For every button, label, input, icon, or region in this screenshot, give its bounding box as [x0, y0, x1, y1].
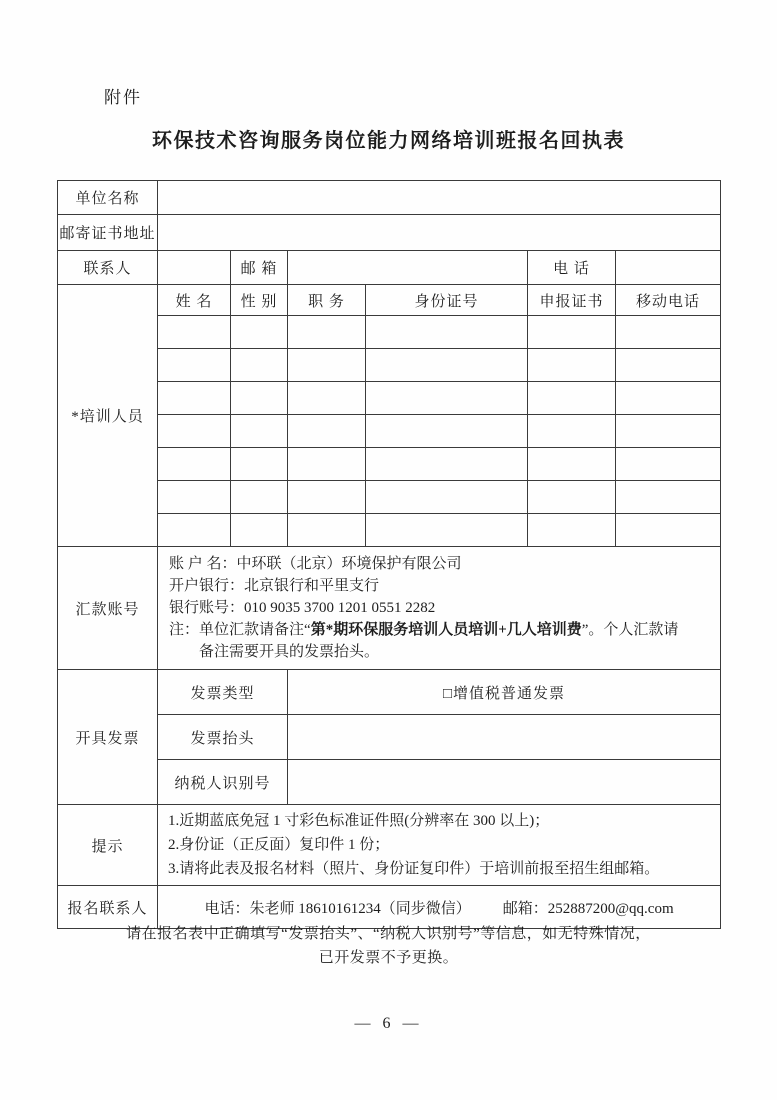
remittance-details-cell — [158, 547, 721, 670]
trainee-cell — [288, 514, 366, 547]
trainee-row-6 — [58, 481, 721, 514]
contact-person-value-cell — [158, 251, 231, 285]
trainee-row-3 — [58, 382, 721, 415]
tips-line-3: 3.请将此表及报名材料（照片、身份证复印件）于培训前报至招生组邮箱。 — [168, 861, 660, 877]
remittance-note-label: 注： — [169, 622, 200, 638]
trainee-cell — [366, 481, 528, 514]
unit-name-label: 单位名称 — [58, 181, 158, 215]
contact-person-label: 联系人 — [58, 251, 158, 285]
registration-contact-phone: 电话：朱老师 18610161234（同步微信） — [204, 900, 471, 917]
mailing-address-label: 邮寄证书地址 — [58, 215, 158, 251]
remittance-account-name: 账 户 名：中环联（北京）环境保护有限公司 — [169, 556, 462, 572]
invoice-section-label: 开具发票 — [58, 670, 158, 805]
registration-form-table — [57, 180, 721, 929]
mailing-address-value-cell — [158, 215, 721, 251]
unit-name-row — [58, 181, 721, 215]
remittance-note-line2: 备注需要开具的发票抬头。 — [199, 644, 380, 660]
trainee-cell — [288, 316, 366, 349]
trainee-cell — [288, 448, 366, 481]
trainee-cell — [366, 415, 528, 448]
trainee-col-certificate: 申报证书 — [528, 285, 616, 316]
trainee-cell — [528, 349, 616, 382]
attachment-label: 附件 — [104, 88, 142, 107]
trainee-cell — [158, 382, 231, 415]
invoice-type-row — [58, 670, 721, 715]
trainee-cell — [158, 415, 231, 448]
mailing-address-row — [58, 215, 721, 251]
trainee-cell — [231, 481, 288, 514]
tips-line-2: 2.身份证（正反面）复印件 1 份； — [168, 837, 390, 853]
trainee-cell — [616, 415, 721, 448]
trainee-cell — [231, 316, 288, 349]
trainee-row-2 — [58, 349, 721, 382]
trainees-label: *培训人员 — [58, 285, 158, 547]
trainee-cell — [231, 448, 288, 481]
invoice-type-label: 发票类型 — [158, 670, 288, 715]
tips-line-1: 1.近期蓝底免冠 1 寸彩色标准证件照(分辨率在 300 以上)； — [168, 813, 550, 829]
trainee-cell — [288, 349, 366, 382]
invoice-header-label: 发票抬头 — [158, 715, 288, 760]
phone-value-cell — [616, 251, 721, 285]
trainee-cell — [366, 448, 528, 481]
remittance-label: 汇款账号 — [58, 547, 158, 670]
trainee-cell — [616, 382, 721, 415]
registration-contact-email: 邮箱：252887200@qq.com — [502, 900, 674, 917]
trainee-header-row — [58, 285, 721, 316]
remittance-note-text: 单位汇款请备注“ — [199, 622, 311, 638]
trainee-cell — [616, 514, 721, 547]
invoice-type-value: □增值税普通发票 — [288, 670, 721, 715]
trainee-row-1 — [58, 316, 721, 349]
remittance-note — [169, 619, 712, 663]
trainee-row-4 — [58, 415, 721, 448]
remittance-bank: 开户银行：北京银行和平里支行 — [169, 578, 380, 594]
contact-person-row — [58, 251, 721, 285]
email-label: 邮 箱 — [231, 251, 288, 285]
trainee-cell — [528, 481, 616, 514]
taxpayer-id-row — [58, 760, 721, 805]
trainee-cell — [231, 382, 288, 415]
remittance-note-body — [199, 619, 678, 663]
invoice-header-row — [58, 715, 721, 760]
trainee-cell — [231, 514, 288, 547]
tips-label: 提示 — [58, 805, 158, 886]
phone-label: 电 话 — [528, 251, 616, 285]
trainee-row-7 — [58, 514, 721, 547]
trainee-cell — [366, 316, 528, 349]
taxpayer-id-label: 纳税人识别号 — [158, 760, 288, 805]
trainee-cell — [288, 382, 366, 415]
trainee-row-5 — [58, 448, 721, 481]
trainee-cell — [528, 415, 616, 448]
trainee-col-position: 职 务 — [288, 285, 366, 316]
trainee-cell — [158, 481, 231, 514]
trainee-cell — [366, 349, 528, 382]
remittance-note-bold-text: 第*期环保服务培训人员培训+几人培训费 — [310, 622, 582, 638]
page-number: — 6 — — [354, 1015, 423, 1032]
trainee-cell — [616, 481, 721, 514]
trainee-col-mobile: 移动电话 — [616, 285, 721, 316]
page-title: 环保技术咨询服务岗位能力网络培训班报名回执表 — [152, 130, 625, 152]
remittance-note-text: ”。个人汇款请 — [581, 622, 679, 638]
trainee-cell — [528, 382, 616, 415]
trainee-cell — [528, 316, 616, 349]
trainee-cell — [528, 448, 616, 481]
trainee-cell — [288, 415, 366, 448]
trainee-cell — [231, 415, 288, 448]
tips-content-cell — [158, 805, 721, 886]
registration-contact-label: 报名联系人 — [58, 886, 158, 929]
taxpayer-id-value-cell — [288, 760, 721, 805]
trainee-col-name: 姓 名 — [158, 285, 231, 316]
trainee-cell — [366, 382, 528, 415]
trainee-cell — [616, 448, 721, 481]
trainee-cell — [288, 481, 366, 514]
invoice-header-value-cell — [288, 715, 721, 760]
tips-row — [58, 805, 721, 886]
trainee-cell — [231, 349, 288, 382]
remittance-row — [58, 547, 721, 670]
closing-note-line-1: 请在报名表中正确填写“发票抬头”、“纳税人识别号”等信息，如无特殊情况， — [126, 926, 651, 942]
trainee-cell — [616, 349, 721, 382]
trainee-col-id-number: 身份证号 — [366, 285, 528, 316]
trainee-col-gender: 性 别 — [231, 285, 288, 316]
closing-note — [0, 922, 777, 970]
trainee-cell — [528, 514, 616, 547]
trainee-cell — [158, 448, 231, 481]
trainee-cell — [158, 514, 231, 547]
unit-name-value-cell — [158, 181, 721, 215]
trainee-cell — [158, 316, 231, 349]
trainee-cell — [158, 349, 231, 382]
closing-note-line-2: 已开发票不予更换。 — [318, 950, 459, 966]
remittance-account-number: 银行账号：010 9035 3700 1201 0551 2282 — [169, 600, 436, 616]
email-value-cell — [288, 251, 528, 285]
trainee-cell — [366, 514, 528, 547]
trainee-cell — [616, 316, 721, 349]
